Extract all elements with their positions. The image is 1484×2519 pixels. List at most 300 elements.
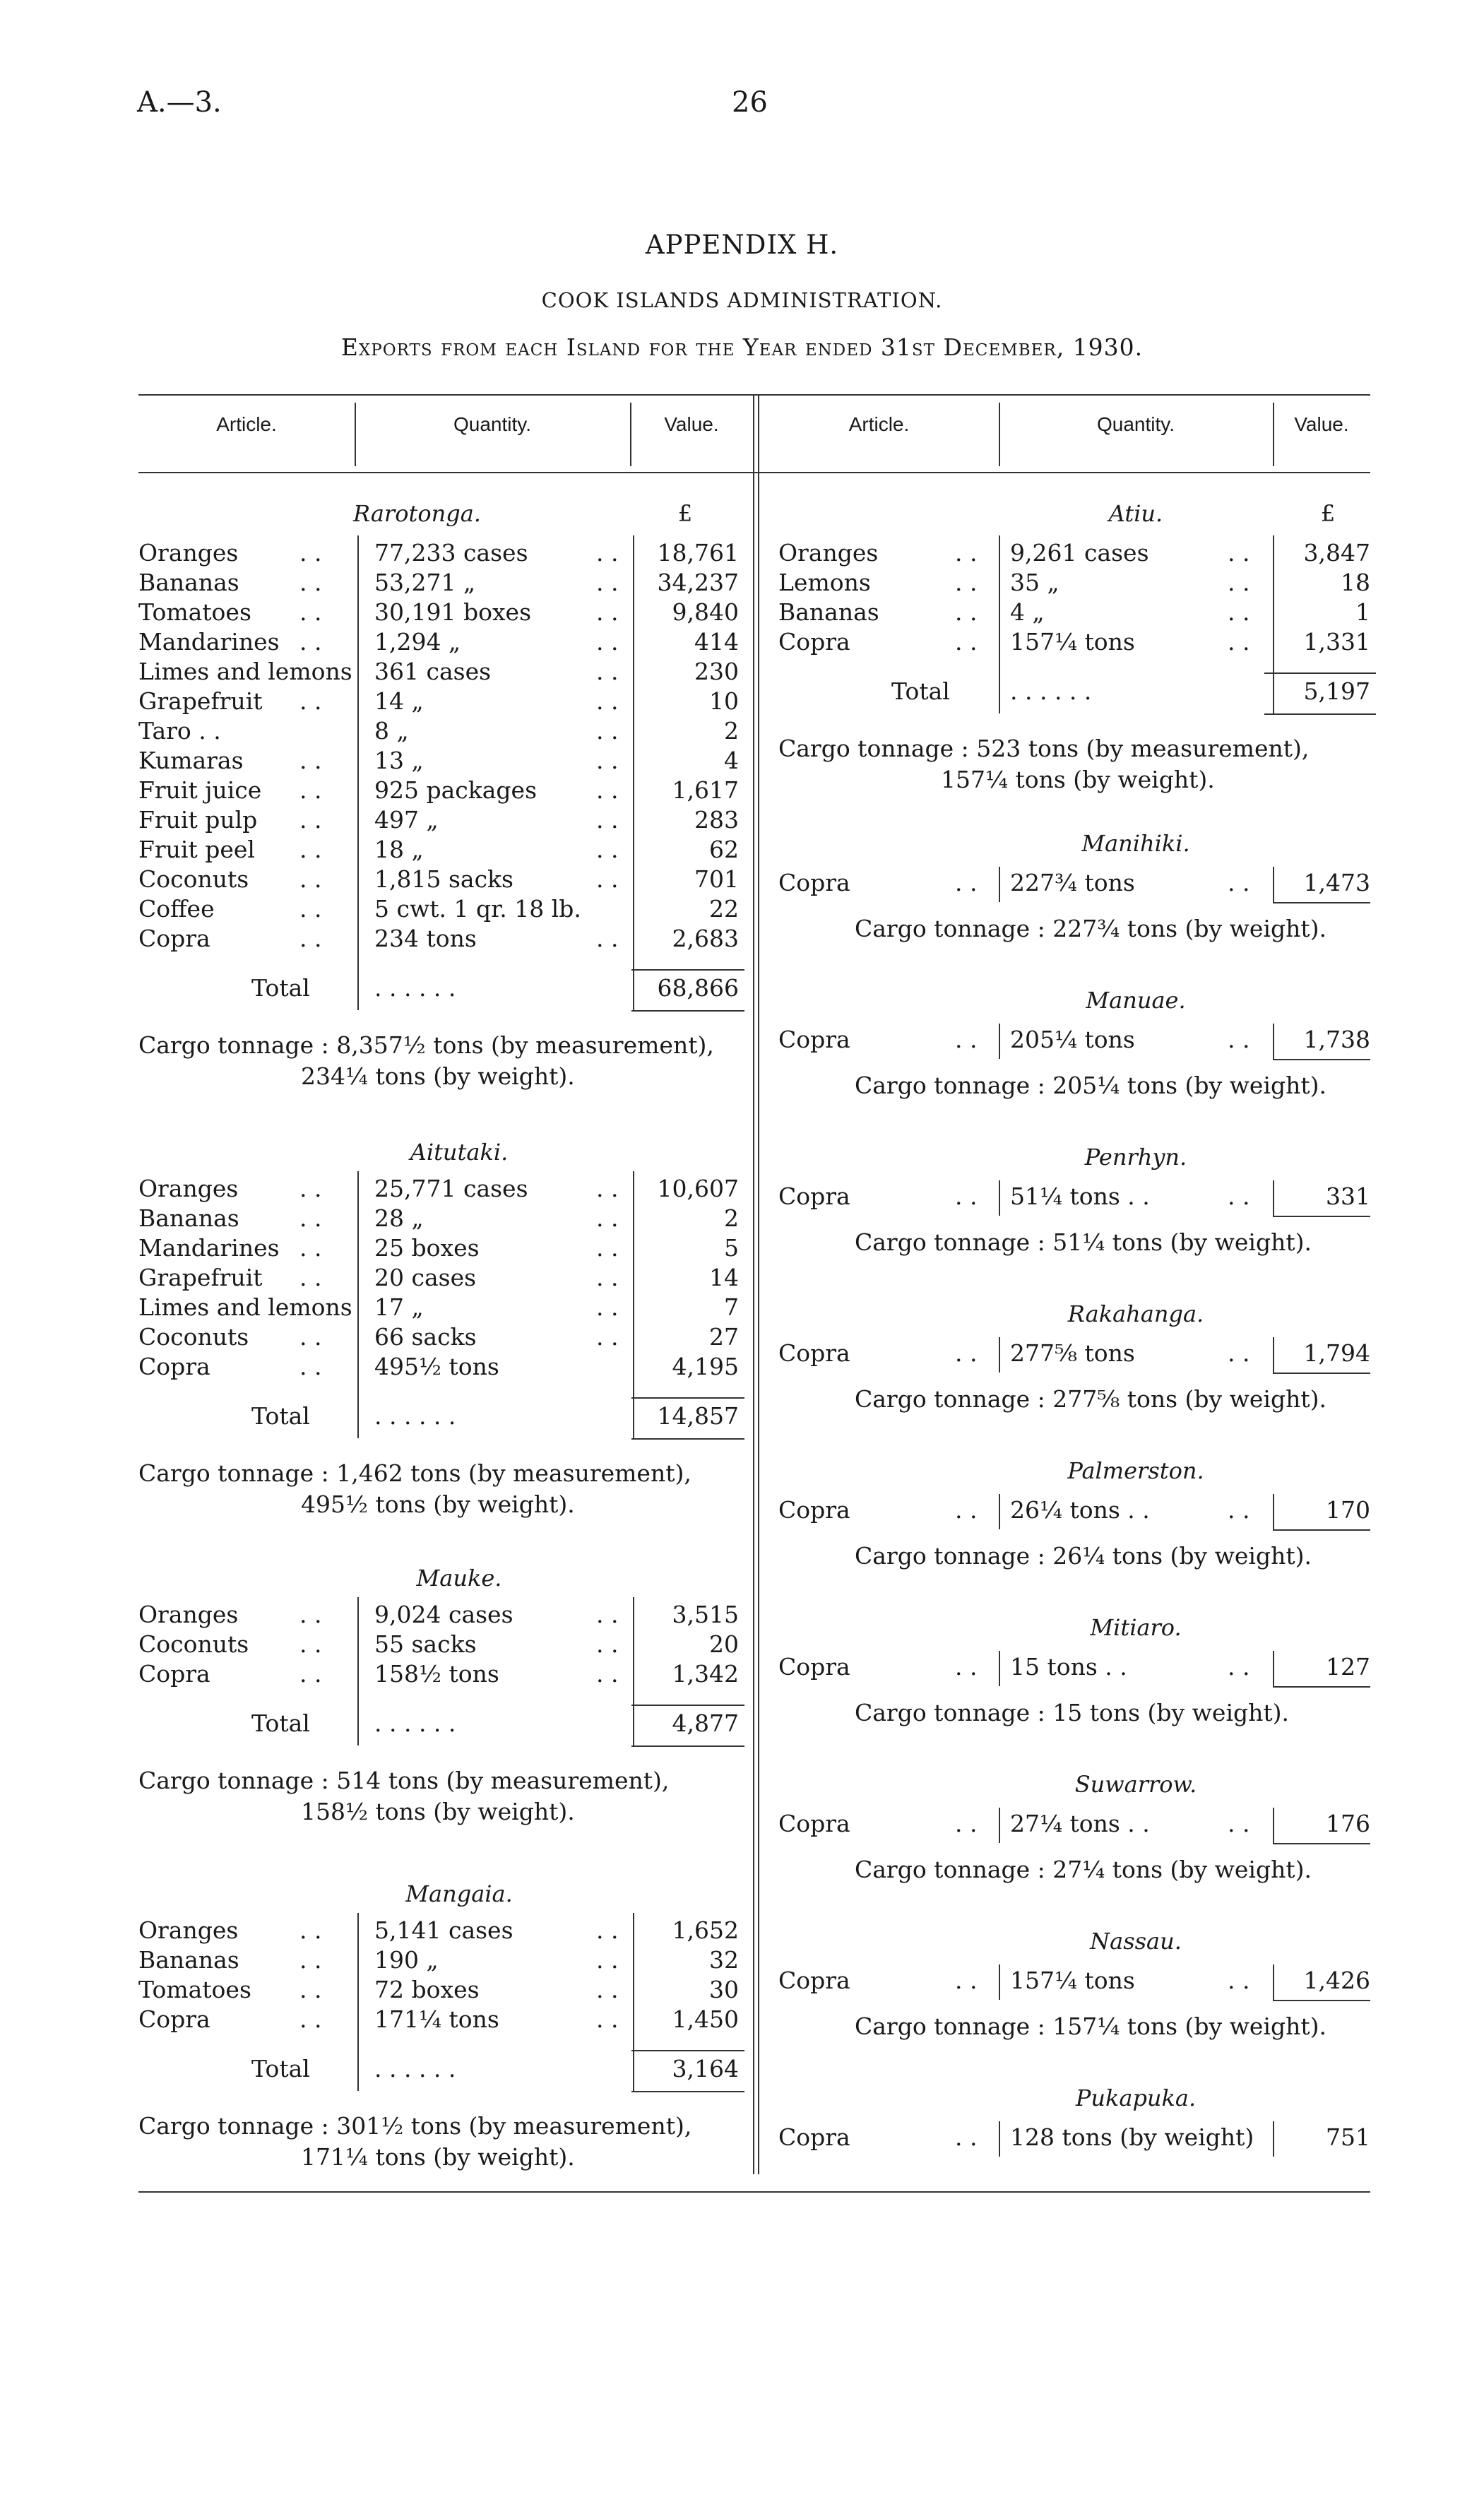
row-leader-dots: . . [299, 1323, 322, 1351]
cargo-tonnage-line2: 157¼ tons (by weight). [941, 766, 1215, 793]
qty-column-rule [999, 867, 1000, 902]
row-quantity: 5,141 cases [374, 1916, 514, 1944]
row-qty-dots: . . [1228, 598, 1250, 626]
row-value: 32 [709, 1946, 739, 1974]
total-label: Total [251, 2055, 310, 2082]
row-qty-dots: . . [1228, 569, 1250, 596]
value-underline [1273, 1216, 1370, 1217]
row-quantity: 28 „ [374, 1204, 424, 1232]
row-article: Mandarines [138, 628, 280, 656]
row-article: Kumaras [138, 747, 244, 774]
row-quantity: 18 „ [374, 836, 424, 863]
atiu-row [778, 598, 1370, 627]
row-leader-dots: . . [299, 806, 322, 834]
island-name-mangaia: Mangaia. [405, 1880, 513, 1907]
pound-unit-right: £ [1320, 500, 1336, 527]
row-article: Copra [778, 1810, 850, 1837]
row-qty-dots: . . [596, 658, 619, 685]
row-qty-dots: . . [596, 1946, 619, 1974]
value-underline [1273, 2000, 1370, 2001]
qty-column-rule [999, 2121, 1000, 2157]
row-leader-dots: . . [955, 1496, 978, 1524]
row-value: 7 [724, 1293, 739, 1321]
col-header-article-left: Article. [216, 413, 277, 435]
row-leader-dots: . . [955, 1026, 978, 1053]
row-quantity: 30,191 boxes [374, 598, 532, 626]
total-rule-top [631, 2050, 744, 2051]
row-qty-dots: . . [596, 806, 619, 834]
row-leader-dots: . . [299, 2005, 322, 2033]
row-quantity: 277⅝ tons [1010, 1339, 1135, 1367]
row-leader-dots: . . [299, 895, 322, 923]
row-quantity: 13 „ [374, 747, 424, 774]
row-qty-dots: . . [596, 1976, 619, 2003]
appendix-heading: APPENDIX H. [645, 230, 839, 260]
qty-column-rule [999, 1808, 1000, 1843]
value-underline [1273, 1686, 1370, 1688]
row-qty-dots: . . [596, 2005, 619, 2033]
row-value: 20 [709, 1630, 739, 1658]
value-column-rule [1273, 1964, 1274, 2000]
row-quantity: 55 sacks [374, 1630, 477, 1658]
row-leader-dots: . . [299, 865, 322, 893]
col-header-quantity-right: Quantity. [1097, 413, 1175, 435]
row-article: Taro . . [138, 717, 221, 745]
row-leader-dots: . . [955, 628, 978, 656]
row-qty-dots: . . [596, 1175, 619, 1202]
row-value: 2 [724, 717, 739, 745]
total-rule-bottom [631, 1438, 744, 1440]
rarotonga-row [138, 687, 750, 716]
row-leader-dots: . . [299, 628, 322, 656]
row-quantity: 157¼ tons [1010, 1967, 1135, 1994]
row-value: 1,738 [1303, 1026, 1370, 1053]
page-number: 26 [732, 86, 768, 119]
row-quantity: 25,771 cases [374, 1175, 528, 1202]
row-quantity: 5 cwt. 1 qr. 18 lb. [374, 895, 581, 923]
row-leader-dots: . . [299, 1353, 322, 1380]
cargo-tonnage: Cargo tonnage : 27¼ tons (by weight). [855, 1856, 1312, 1883]
row-qty-dots: . . [1228, 1496, 1250, 1524]
row-article: Tomatoes [138, 1976, 251, 2003]
row-value: 34,237 [657, 569, 739, 596]
row-article: Copra [138, 2005, 210, 2033]
row-quantity: 128 tons (by weight) [1010, 2123, 1254, 2151]
row-leader-dots: . . [299, 1916, 322, 1944]
rarotonga-row [138, 568, 750, 598]
row-article: Copra [138, 1353, 210, 1380]
total-rule-top [631, 969, 744, 971]
row-leader-dots: . . [299, 747, 322, 774]
row-quantity: 158½ tons [374, 1660, 499, 1688]
col-header-value-right: Value. [1294, 413, 1349, 435]
total-dots: . . . . . . [374, 1709, 456, 1737]
row-quantity: 925 packages [374, 776, 538, 804]
row-article: Copra [778, 1183, 850, 1210]
row-quantity: 25 boxes [374, 1234, 480, 1262]
row-qty-dots: . . [1228, 539, 1250, 567]
value-underline [1273, 1529, 1370, 1531]
row-article: Bananas [138, 1946, 239, 1974]
copra-row [778, 1652, 1370, 1682]
atiu-row [778, 568, 1370, 598]
qty-column-rule [999, 1964, 1000, 2000]
row-quantity: 15 tons . . [1010, 1653, 1127, 1681]
aitutaki-row [138, 1352, 750, 1382]
atiu-row [778, 538, 1370, 568]
row-value: 30 [709, 1976, 739, 2003]
qty-column-rule [357, 1913, 359, 2091]
row-value: 18,761 [657, 539, 739, 567]
row-leader-dots: . . [955, 1810, 978, 1837]
copra-row [778, 2123, 1370, 2152]
value-column-rule [1273, 2121, 1274, 2157]
row-value: 283 [694, 806, 739, 834]
row-value: 4 [724, 747, 739, 774]
row-article: Fruit peel [138, 836, 255, 863]
row-article: Copra [138, 1660, 210, 1688]
col-header-quantity-left: Quantity. [453, 413, 531, 435]
row-quantity: 171¼ tons [374, 2005, 499, 2033]
copra-row [778, 1495, 1370, 1525]
row-quantity: 17 „ [374, 1293, 424, 1321]
total-dots: . . . . . . [374, 974, 456, 1002]
total-value: 14,857 [657, 1402, 739, 1430]
row-article: Copra [778, 628, 850, 656]
row-value: 2,683 [672, 925, 739, 952]
row-quantity: 227¾ tons [1010, 869, 1135, 896]
row-quantity: 14 „ [374, 687, 424, 715]
row-value: 1,652 [672, 1916, 739, 1944]
center-double-rule-b [758, 394, 759, 2174]
row-article: Bananas [778, 598, 879, 626]
row-value: 22 [709, 895, 739, 923]
row-leader-dots: . . [299, 539, 322, 567]
row-value: 10 [709, 687, 739, 715]
row-leader-dots: . . [299, 687, 322, 715]
row-value: 701 [694, 865, 739, 893]
value-column-rule [1273, 1651, 1274, 1686]
row-quantity: 234 tons [374, 925, 477, 952]
row-qty-dots: . . [596, 1916, 619, 1944]
row-article: Copra [138, 925, 210, 952]
value-column-rule [1273, 1180, 1274, 1216]
qty-column-rule [999, 1180, 1000, 1216]
row-qty-dots: . . [596, 925, 619, 952]
row-quantity: 26¼ tons . . [1010, 1496, 1150, 1524]
cargo-tonnage-line2: 171¼ tons (by weight). [301, 2143, 575, 2171]
row-leader-dots: . . [299, 1660, 322, 1688]
total-value: 3,164 [672, 2055, 739, 2082]
cargo-tonnage: Cargo tonnage : 227¾ tons (by weight). [855, 915, 1326, 942]
row-qty-dots: . . [596, 836, 619, 863]
row-value: 230 [694, 658, 739, 685]
row-leader-dots: . . [299, 1204, 322, 1232]
island-name-rarotonga: Rarotonga. [353, 500, 481, 527]
row-value: 4,195 [672, 1353, 739, 1380]
row-article: Oranges [138, 1601, 239, 1628]
row-value: 1,473 [1303, 869, 1370, 896]
row-leader-dots: . . [955, 539, 978, 567]
mangaia-row [138, 1945, 750, 1975]
row-qty-dots: . . [596, 747, 619, 774]
total-rule-bottom [631, 1010, 744, 1012]
row-value: 5 [724, 1234, 739, 1262]
cargo-tonnage-line1: Cargo tonnage : 8,357½ tons (by measurement), [138, 1031, 714, 1059]
copra-row [778, 1809, 1370, 1839]
value-column-rule [1273, 1024, 1274, 1059]
row-qty-dots: . . [596, 776, 619, 804]
copra-row [778, 1025, 1370, 1055]
row-leader-dots: . . [299, 836, 322, 863]
total-dots: . . . . . . [374, 2055, 456, 2082]
cargo-tonnage-line1: Cargo tonnage : 523 tons (by measurement), [778, 735, 1310, 762]
aitutaki-row [138, 1293, 750, 1322]
row-qty-dots: . . [596, 628, 619, 656]
row-leader-dots: . . [299, 1601, 322, 1628]
total-label: Total [891, 677, 950, 705]
row-quantity: 4 „ [1010, 598, 1045, 626]
total-value: 5,197 [1303, 677, 1370, 705]
cargo-tonnage-line2: 495½ tons (by weight). [301, 1490, 575, 1518]
row-article: Coconuts [138, 1630, 249, 1658]
row-value: 127 [1326, 1653, 1370, 1681]
row-value: 9,840 [672, 598, 739, 626]
document-reference: A.—3. [137, 86, 222, 119]
row-leader-dots: . . [955, 2123, 978, 2151]
row-quantity: 20 cases [374, 1264, 477, 1291]
aitutaki-row [138, 1174, 750, 1204]
row-qty-dots: . . [596, 1601, 619, 1628]
rarotonga-row [138, 776, 750, 805]
row-quantity: 190 „ [374, 1946, 439, 1974]
island-name-manihiki: Manihiki. [1081, 830, 1190, 857]
row-leader-dots: . . [955, 1339, 978, 1367]
value-underline [1273, 1843, 1370, 1844]
row-value: 1,794 [1303, 1339, 1370, 1367]
row-qty-dots: . . [596, 1204, 619, 1232]
table-title: Exports from each Island for the Year ended 31st December, 1930. [340, 333, 1144, 361]
row-quantity: 1,815 sacks [374, 865, 514, 893]
row-qty-dots: . . [596, 717, 619, 745]
island-name-penrhyn: Penrhyn. [1084, 1144, 1187, 1170]
rarotonga-row [138, 746, 750, 776]
header-bottom-rule [138, 472, 1370, 473]
total-rule-top [1264, 672, 1376, 674]
rarotonga-row [138, 865, 750, 894]
row-leader-dots: . . [299, 776, 322, 804]
row-article: Coffee [138, 895, 215, 923]
row-qty-dots: . . [596, 1293, 619, 1321]
row-article: Copra [778, 1967, 850, 1994]
value-column-rule [1273, 535, 1274, 713]
col-header-article-right: Article. [848, 413, 910, 435]
row-value: 331 [1326, 1183, 1370, 1210]
row-quantity: 9,261 cases [1010, 539, 1149, 567]
rarotonga-row [138, 716, 750, 746]
cargo-tonnage: Cargo tonnage : 51¼ tons (by weight). [855, 1228, 1312, 1256]
row-qty-dots: . . [596, 569, 619, 596]
row-article: Tomatoes [138, 598, 251, 626]
row-value: 18 [1341, 569, 1370, 596]
row-value: 1,426 [1303, 1967, 1370, 1994]
cargo-tonnage: Cargo tonnage : 15 tons (by weight). [855, 1699, 1289, 1726]
value-underline [1273, 1373, 1370, 1374]
total-value: 4,877 [672, 1709, 739, 1737]
copra-row [778, 1966, 1370, 1996]
rarotonga-row [138, 657, 750, 687]
row-qty-dots: . . [596, 539, 619, 567]
row-value: 1,331 [1303, 628, 1370, 656]
qty-column-rule [999, 1494, 1000, 1529]
row-quantity: 53,271 „ [374, 569, 476, 596]
cargo-tonnage: Cargo tonnage : 26¼ tons (by weight). [855, 1542, 1312, 1570]
row-article: Mandarines [138, 1234, 280, 1262]
row-qty-dots: . . [596, 1630, 619, 1658]
total-rule-bottom [1264, 713, 1376, 715]
atiu-row [778, 627, 1370, 657]
row-qty-dots: . . [596, 687, 619, 715]
row-article: Limes and lemons [138, 658, 352, 685]
row-value: 1 [1355, 598, 1370, 626]
row-article: Fruit pulp [138, 806, 258, 834]
island-name-manuae: Manuae. [1086, 987, 1186, 1014]
row-qty-dots: . . [1228, 1967, 1250, 1994]
value-column-rule [1273, 867, 1274, 902]
cargo-tonnage-line2: 158½ tons (by weight). [301, 1798, 575, 1825]
rarotonga-total-row [138, 973, 750, 1003]
row-qty-dots: . . [1228, 1183, 1250, 1210]
row-article: Fruit juice [138, 776, 262, 804]
row-article: Coconuts [138, 865, 249, 893]
cargo-tonnage-line1: Cargo tonnage : 301½ tons (by measurement), [138, 2112, 692, 2140]
total-label: Total [251, 1709, 310, 1737]
row-quantity: 1,294 „ [374, 628, 461, 656]
qty-column-rule [999, 1337, 1000, 1373]
row-value: 3,515 [672, 1601, 739, 1628]
row-article: Lemons [778, 569, 871, 596]
copra-row [778, 1339, 1370, 1368]
total-rule-bottom [631, 1745, 744, 1747]
row-leader-dots: . . [955, 598, 978, 626]
row-article: Oranges [138, 1916, 239, 1944]
row-quantity: 27¼ tons . . [1010, 1810, 1150, 1837]
mangaia-row [138, 1916, 750, 1945]
row-leader-dots: . . [299, 1976, 322, 2003]
rarotonga-row [138, 538, 750, 568]
row-quantity: 9,024 cases [374, 1601, 514, 1628]
cargo-tonnage: Cargo tonnage : 277⅝ tons (by weight). [855, 1385, 1326, 1413]
row-value: 751 [1326, 2123, 1370, 2151]
row-article: Oranges [138, 1175, 239, 1202]
row-qty-dots: . . [1228, 628, 1250, 656]
row-value: 62 [709, 836, 739, 863]
cargo-tonnage: Cargo tonnage : 157¼ tons (by weight). [855, 2013, 1326, 2040]
mangaia-total-row [138, 2054, 750, 2084]
aitutaki-row [138, 1322, 750, 1352]
row-leader-dots: . . [955, 1967, 978, 1994]
copra-row [778, 1182, 1370, 1211]
total-label: Total [251, 1402, 310, 1430]
mangaia-row [138, 1975, 750, 2005]
cargo-tonnage: Cargo tonnage : 205¼ tons (by weight). [855, 1072, 1326, 1099]
cargo-tonnage-line1: Cargo tonnage : 1,462 tons (by measurement), [138, 1459, 691, 1487]
row-quantity: 51¼ tons . . [1010, 1183, 1150, 1210]
row-quantity: 497 „ [374, 806, 439, 834]
row-value: 14 [709, 1264, 739, 1291]
rarotonga-row [138, 835, 750, 865]
qty-column-rule [999, 535, 1000, 713]
row-value: 27 [709, 1323, 739, 1351]
row-quantity: 205¼ tons [1010, 1026, 1135, 1053]
row-leader-dots: . . [299, 1234, 322, 1262]
pound-unit-left: £ [677, 500, 693, 527]
cargo-tonnage-line1: Cargo tonnage : 514 tons (by measurement), [138, 1767, 670, 1794]
row-qty-dots: . . [596, 1264, 619, 1291]
mauke-row [138, 1659, 750, 1689]
island-name-palmerston: Palmerston. [1067, 1457, 1204, 1484]
row-quantity: 77,233 cases [374, 539, 528, 567]
mauke-row [138, 1600, 750, 1630]
atiu-total-row [778, 677, 1370, 706]
row-quantity: 361 cases [374, 658, 492, 685]
center-double-rule-a [753, 394, 754, 2174]
total-dots: . . . . . . [1010, 677, 1092, 705]
value-column-rule [1273, 1337, 1274, 1373]
value-underline [1273, 1059, 1370, 1060]
row-article: Copra [778, 1653, 850, 1681]
row-value: 176 [1326, 1810, 1370, 1837]
value-column-rule [1273, 1494, 1274, 1529]
row-article: Copra [778, 1496, 850, 1524]
island-name-pukapuka: Pukapuka. [1075, 2085, 1197, 2111]
row-quantity: 157¼ tons [1010, 628, 1135, 656]
aitutaki-row [138, 1263, 750, 1293]
qty-column-rule [999, 1024, 1000, 1059]
row-leader-dots: . . [299, 1630, 322, 1658]
island-name-mauke: Mauke. [416, 1565, 502, 1592]
row-value: 170 [1326, 1496, 1370, 1524]
row-article: Copra [778, 1026, 850, 1053]
row-value: 414 [694, 628, 739, 656]
row-qty-dots: . . [596, 1234, 619, 1262]
row-article: Grapefruit [138, 1264, 263, 1291]
island-name-rakahanga: Rakahanga. [1067, 1300, 1204, 1327]
row-value: 1,617 [672, 776, 739, 804]
cargo-tonnage-line2: 234¼ tons (by weight). [301, 1062, 575, 1090]
rarotonga-row [138, 627, 750, 657]
qty-column-rule [999, 1651, 1000, 1686]
row-quantity: 66 sacks [374, 1323, 477, 1351]
row-quantity: 72 boxes [374, 1976, 480, 2003]
row-leader-dots: . . [299, 1946, 322, 1974]
row-quantity: 495½ tons [374, 1353, 499, 1380]
row-value: 3,847 [1303, 539, 1370, 567]
row-qty-dots: . . [1228, 1339, 1250, 1367]
row-article: Oranges [138, 539, 239, 567]
row-article: Bananas [138, 569, 239, 596]
row-qty-dots: . . [1228, 1026, 1250, 1053]
row-article: Limes and lemons [138, 1293, 352, 1321]
row-quantity: 8 „ [374, 717, 409, 745]
row-leader-dots: . . [299, 569, 322, 596]
row-qty-dots: . . [1228, 1810, 1250, 1837]
total-dots: . . . . . . [374, 1402, 456, 1430]
table-top-rule [138, 394, 1370, 396]
island-name-suwarrow: Suwarrow. [1074, 1771, 1197, 1798]
row-article: Coconuts [138, 1323, 249, 1351]
col-header-value-left: Value. [664, 413, 719, 435]
